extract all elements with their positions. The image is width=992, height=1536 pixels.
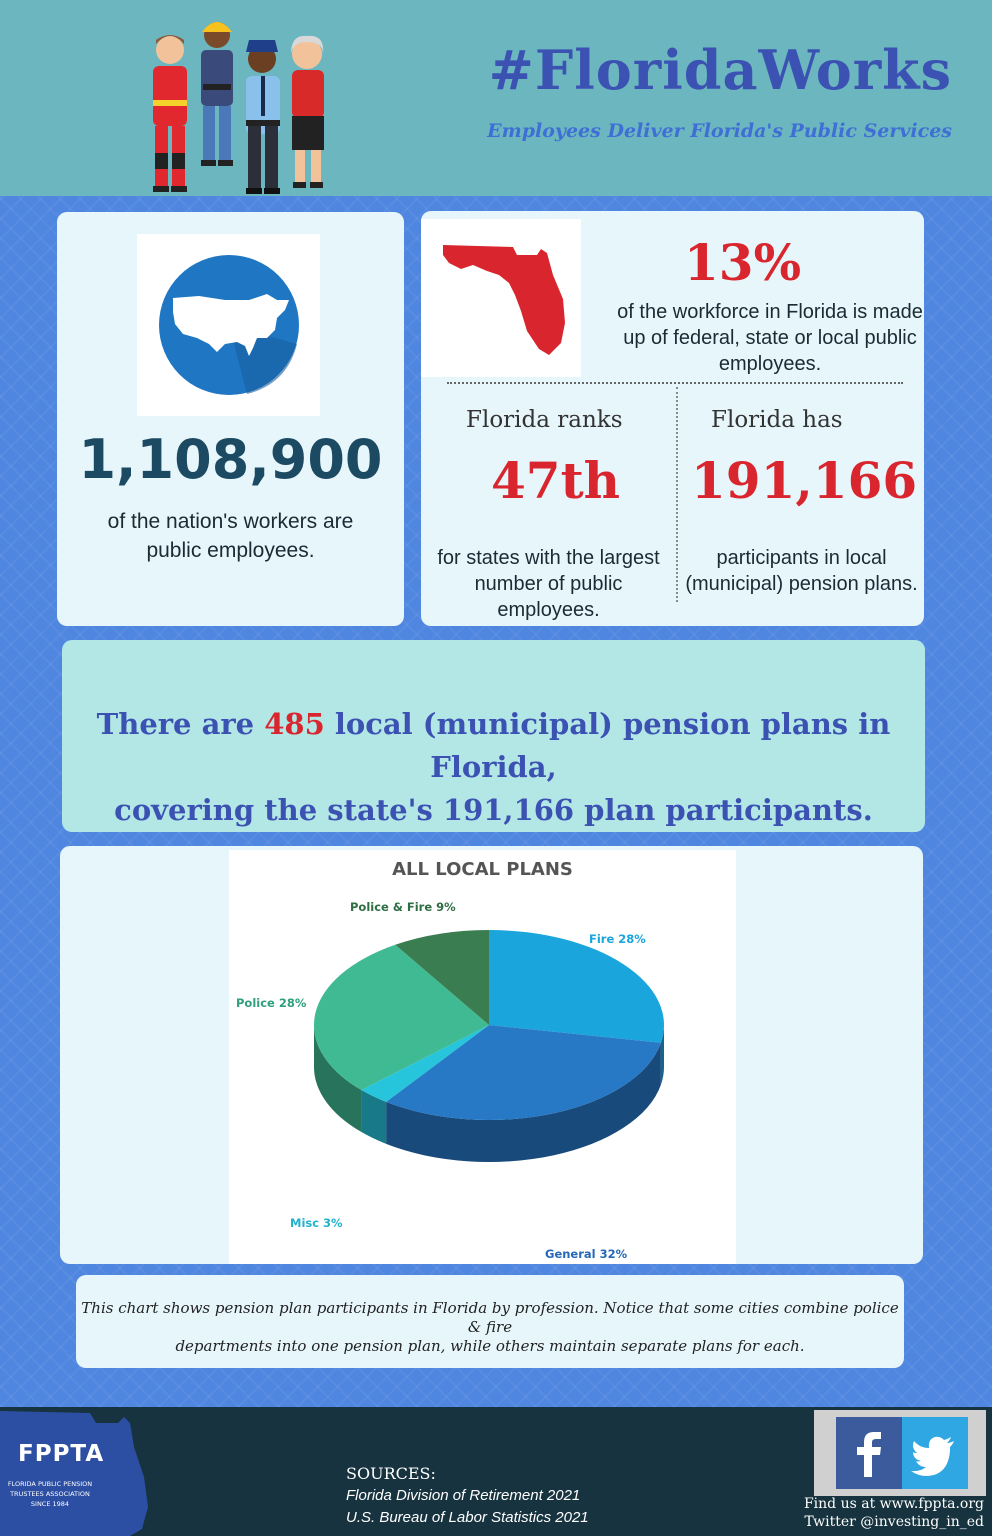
florida-map-box bbox=[421, 219, 581, 377]
pie-slice-fire bbox=[489, 930, 664, 1043]
chart-card bbox=[60, 846, 923, 1264]
slice-label-police-fire: Police & Fire 9% bbox=[350, 900, 456, 914]
fppta-name: FPPTA bbox=[18, 1441, 105, 1467]
rank-desc-line1: for states with the largest bbox=[437, 547, 660, 569]
office-worker-figure bbox=[291, 36, 324, 188]
fppta-subtitle bbox=[4, 1479, 96, 1509]
facebook-icon[interactable] bbox=[836, 1417, 902, 1489]
banner-pre: There are bbox=[96, 707, 265, 741]
social-box bbox=[814, 1410, 986, 1496]
website-link[interactable]: Find us at www.fppta.org bbox=[803, 1496, 984, 1512]
usa-map-box bbox=[137, 234, 320, 416]
banner-highlight-number: 485 bbox=[264, 707, 325, 741]
header bbox=[0, 0, 992, 196]
note-line2: departments into one pension plan, while others maintain separate plans for each. bbox=[175, 1337, 805, 1355]
participants-label: Florida has bbox=[711, 407, 843, 433]
nation-workers-description bbox=[57, 507, 404, 565]
nation-stat-card bbox=[57, 212, 404, 626]
chart-title: ALL LOCAL PLANS bbox=[392, 859, 573, 880]
banner-line1 bbox=[62, 703, 925, 789]
banner-text bbox=[62, 703, 925, 832]
percent-desc-line3: employees. bbox=[718, 353, 822, 375]
participants-desc-line1: participants in local bbox=[716, 547, 887, 569]
florida-stat-card bbox=[421, 211, 924, 626]
sources-heading: SOURCES: bbox=[346, 1464, 436, 1483]
source-2: U.S. Bureau of Labor Statistics 2021 bbox=[346, 1509, 589, 1526]
nation-desc-line1: of the nation's workers are bbox=[107, 510, 354, 533]
workers-illustration bbox=[135, 8, 365, 196]
footer bbox=[0, 1407, 992, 1536]
pie-chart bbox=[229, 850, 736, 1264]
chart-note bbox=[76, 1299, 904, 1356]
twitter-icon[interactable] bbox=[902, 1417, 968, 1489]
contact-info bbox=[804, 1495, 984, 1531]
source-1: Florida Division of Retirement 2021 bbox=[346, 1487, 581, 1504]
dotted-divider-vertical bbox=[676, 387, 678, 602]
dotted-divider-horizontal bbox=[447, 382, 903, 384]
participants-value: 191,166 bbox=[691, 451, 918, 510]
slice-label-misc: Misc 3% bbox=[290, 1216, 343, 1230]
banner-post: local (municipal) pension plans in Florida, bbox=[324, 707, 891, 784]
florida-map-icon bbox=[421, 219, 581, 377]
firefighter-figure bbox=[153, 35, 187, 192]
org-line3: SINCE 1984 bbox=[30, 1500, 70, 1508]
rank-value: 47th bbox=[491, 451, 621, 510]
nation-workers-number: 1,108,900 bbox=[78, 428, 383, 491]
page-subtitle: Employees Deliver Florida's Public Services bbox=[487, 120, 952, 142]
org-line1: FLORIDA PUBLIC PENSION bbox=[7, 1480, 93, 1488]
percent-desc-line2: up of federal, state or local public bbox=[623, 327, 917, 349]
workforce-percent-description bbox=[617, 299, 923, 377]
workforce-percent: 13% bbox=[684, 233, 802, 292]
participants-desc-line2: (municipal) pension plans. bbox=[685, 573, 918, 595]
twitter-handle[interactable]: Twitter @investing_in_ed bbox=[804, 1514, 984, 1530]
org-line2: TRUSTEES ASSOCIATION bbox=[10, 1490, 90, 1498]
page-title: #FloridaWorks bbox=[488, 38, 952, 102]
participants-description bbox=[679, 545, 924, 597]
rank-label: Florida ranks bbox=[466, 407, 623, 433]
chart-note-card bbox=[76, 1275, 904, 1368]
note-line1: This chart shows pension plan participants in Florida by profession. Notice that some cities combine police & fire bbox=[81, 1299, 899, 1336]
rank-description bbox=[421, 545, 676, 623]
rank-desc-line2: number of public employees. bbox=[474, 573, 623, 621]
construction-worker-figure bbox=[201, 22, 233, 166]
banner-line2: covering the state's 191,166 plan participants. bbox=[114, 793, 873, 827]
nation-desc-line2: public employees. bbox=[146, 539, 315, 562]
pension-plans-banner bbox=[62, 640, 925, 832]
fppta-logo-icon bbox=[0, 1407, 160, 1536]
slice-label-general: General 32% bbox=[545, 1247, 628, 1261]
slice-label-fire: Fire 28% bbox=[589, 932, 646, 946]
slice-label-police: Police 28% bbox=[236, 996, 307, 1010]
percent-desc-line1: of the workforce in Florida is made bbox=[617, 301, 923, 323]
police-officer-figure bbox=[246, 40, 280, 194]
chart-area bbox=[229, 850, 736, 1264]
usa-map-icon bbox=[137, 234, 320, 416]
